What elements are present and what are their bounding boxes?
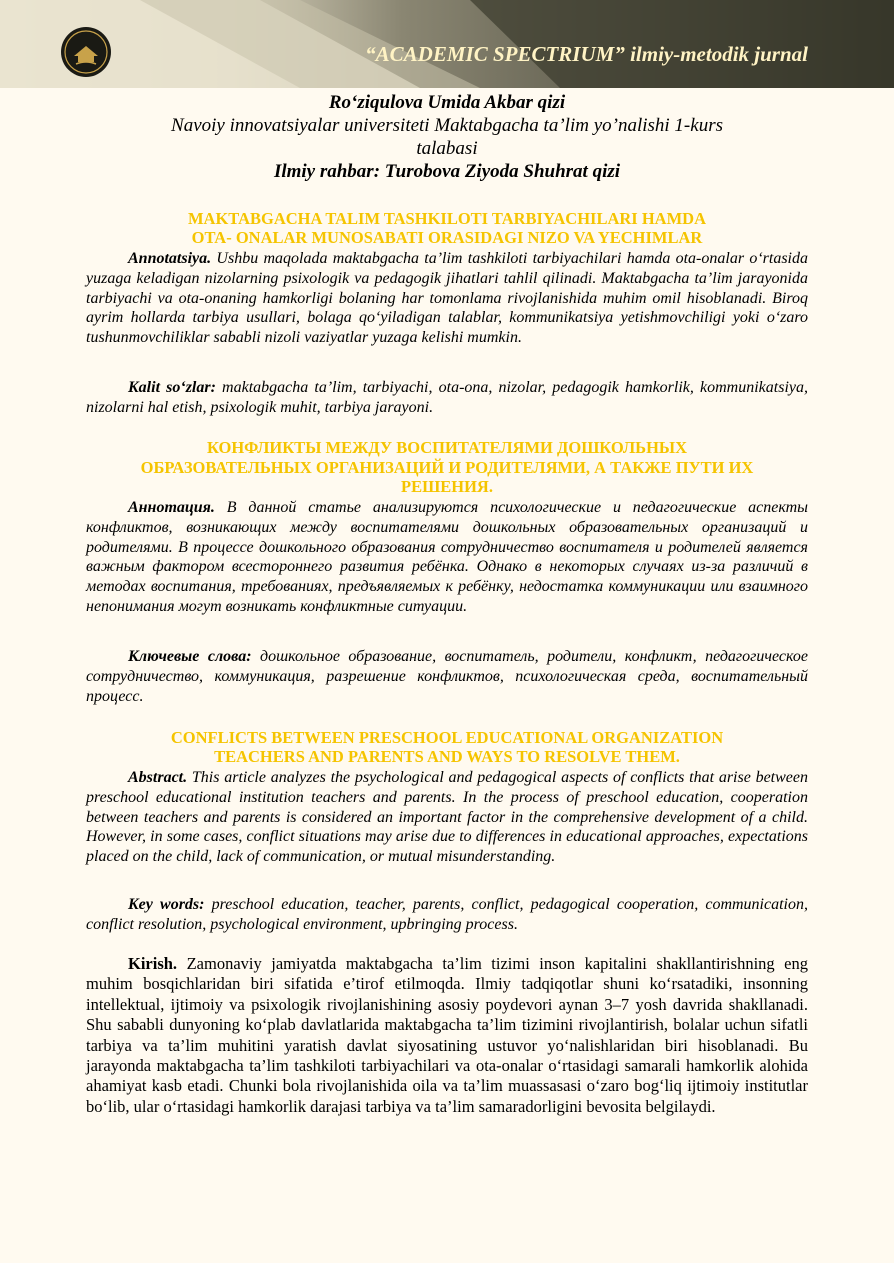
intro-text: Zamonaviy jamiyatda maktabgacha ta’lim tizimi inson kapitalini shakllantirishning eng muhim bosqichlaridan biri sifatida e’tirof etilmoqda. Ilmiy tadqiqotlar shuni ko‘rsatadiki, insonning intellektual, ijtimoiy va psixologik rivojlanishining asosiy poydevori aynan 3–7 yosh davrida shakllanadi. Shu sababli dunyoning ko‘plab davlatlarida maktabgacha ta’lim tizimini rivojlantirish, bolalar uchun sifatli tarbiya va ta’lim muhitini yaratish davlat siyosatining ustuvor yo‘nalishlaridan biri hisoblanadi. Bu jarayonda maktabgacha ta’lim tashkiloti tarbiyachilari va ota-onalar o‘rtasidagi samarali hamkorlik alohida ahamiyat kasb etadi. Chunki bola rivojlanishida oila va ta’lim muassasasi o‘zaro bog‘liq ijtimoiy institutlar bo‘lib, ular o‘rtasidagi hamkorlik darajasi tarbiya va ta’lim samaradorligini bevosita belgilaydi. [86,954,808,1116]
uz-abstract-text: Ushbu maqolada maktabgacha ta’lim tashkiloti tarbiyachilari hamda ota-onalar o‘rtasida yuzaga keladigan nizolarning psixologik va pedagogik jihatlari tahlil qilinadi. Maktabgacha ta’lim jarayonida tarbiyachi va ota-onaning hamkorligi bolaning har tomonlama rivojlanishida muhim omil hisoblanadi. Biroq ayrim hollarda tarbiya usullari, bolaga qo‘yiladigan talablar, kommunikatsiya yetishmovchiligi yoki o‘zaro tushunmovchiliklar sababli nizoli vaziyatlar yuzaga kelishi mumkin. [86,250,808,347]
en-title-line2: TEACHERS AND PARENTS AND WAYS TO RESOLVE THEM. [214,747,680,766]
uz-abstract [86,249,808,348]
en-keywords [86,895,808,935]
academic-spectrum-seal-icon [60,26,112,78]
journal-title: “ACADEMIC SPECTRIUM” ilmiy-metodik jurnal [365,42,808,66]
ru-abstract-label: Аннотация. [128,499,215,516]
intro-paragraph [86,954,808,1117]
uz-keywords [86,378,808,418]
ru-title-line1: КОНФЛИКТЫ МЕЖДУ ВОСПИТАТЕЛЯМИ ДОШКОЛЬНЫХ [206,438,688,457]
author-affiliation-line1: Navoiy innovatsiyalar universiteti Maktabgacha ta’lim yo’nalishi 1-kurs [171,115,723,136]
uz-title-line1: MAKTABGACHA TALIM TASHKILOTI TARBIYACHILARI HAMDA [187,209,706,228]
uz-abstract-label: Annotatsiya. [128,250,212,267]
author-affiliation-line2: talabasi [416,138,478,159]
author-name: Ro‘ziqulova Umida Akbar qizi [328,92,566,113]
uz-keywords-text: maktabgacha ta’lim, tarbiyachi, ota-ona, nizolar, pedagogik hamkorlik, kommunikatsiya, nizolarni hal etish, psixologik muhit, tarbiya jarayoni. [86,379,808,416]
ru-keywords [86,647,808,706]
uz-keywords-label: Kalit so‘zlar: [128,379,216,396]
en-title-line1: CONFLICTS BETWEEN PRESCHOOL EDUCATIONAL ORGANIZATION [170,728,724,747]
uz-title-line2: OTA- ONALAR MUNOSABATI ORASIDAGI NIZO VA YECHIMLAR [191,228,703,247]
intro-label: Kirish. [128,954,178,973]
ru-abstract-text: В данной статье анализируются психологические и педагогические аспекты конфликтов, возникающих между воспитателями дошкольных образовательных организаций и родителями. В процессе дошкольного образования сотрудничество воспитателя и родителей является важным фактором всестороннего развития ребёнка. Однако в некоторых случаях из-за различий в методах воспитания, требованиях, предъявляемых к ребёнку, недостатка коммуникации или взаимного непонимания могут возникать конфликтные ситуации. [86,499,808,615]
en-keywords-label: Key words: [128,896,205,913]
supervisor: Ilmiy rahbar: Turobova Ziyoda Shuhrat qizi [273,161,621,182]
ru-title-line3: РЕШЕНИЯ. [401,477,493,496]
en-abstract [86,768,808,867]
en-abstract-text: This article analyzes the psychological and pedagogical aspects of conflicts that arise between preschool educational institution teachers and parents. In the process of preschool education, cooperation between teachers and parents is considered an important factor in the comprehensive development of a child. However, in some cases, conflict situations may arise due to differences in educational approaches, expectations placed on the child, lack of communication, or mutual misunderstanding. [86,769,808,866]
journal-header [0,0,894,88]
ru-title-line2: ОБРАЗОВАТЕЛЬНЫХ ОРГАНИЗАЦИЙ И РОДИТЕЛЯМИ, А ТАКЖЕ ПУТИ ИХ [140,458,754,477]
en-keywords-text: preschool education, teacher, parents, conflict, pedagogical cooperation, communication, conflict resolution, psychological environment, upbringing process. [86,896,808,933]
ru-abstract [86,498,808,617]
ru-keywords-text: дошкольное образование, воспитатель, родители, конфликт, педагогическое сотрудничество, коммуникация, разрешение конфликтов, психологическая среда, воспитательный процесс. [86,648,808,705]
en-abstract-label: Abstract. [128,769,188,786]
ru-keywords-label: Ключевые слова: [128,648,252,665]
